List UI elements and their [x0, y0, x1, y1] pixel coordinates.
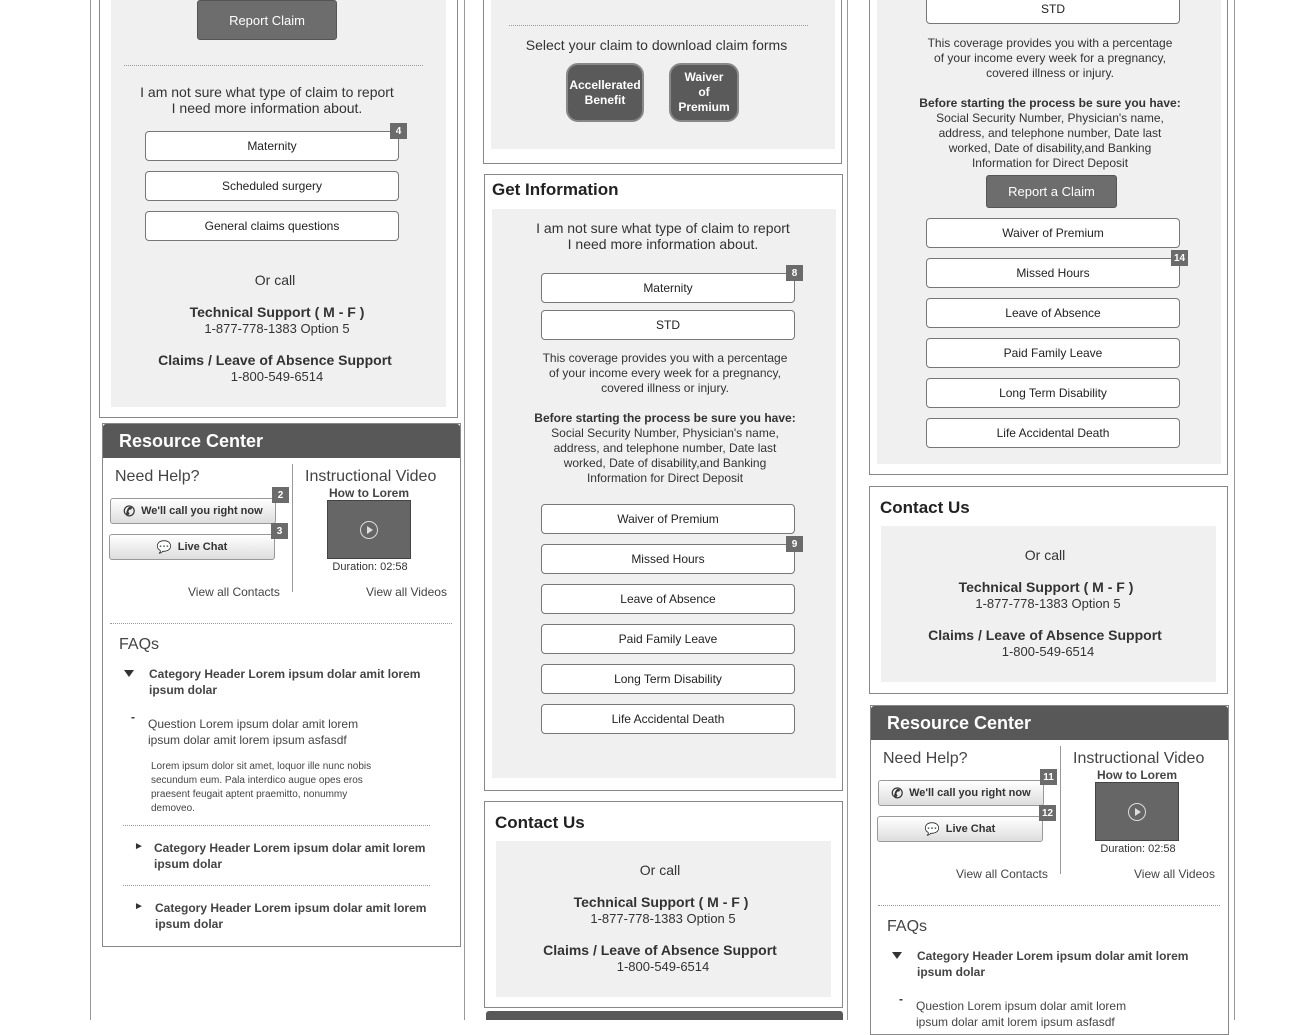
- phone-icon: ✆: [123, 502, 136, 519]
- divider: [1060, 746, 1061, 874]
- expand-icon[interactable]: ►: [134, 841, 144, 852]
- maternity-button[interactable]: Maternity: [541, 273, 795, 303]
- missed-hours-button[interactable]: Missed Hours: [541, 544, 795, 574]
- annotation-badge: 11: [1040, 769, 1057, 785]
- coverage-line: covered illness or injury.: [601, 381, 729, 395]
- call-me-label: We'll call you right now: [141, 505, 263, 517]
- collapse-icon[interactable]: [892, 952, 902, 959]
- faq-question-line: Question Lorem ipsum dolar amit lorem: [916, 999, 1127, 1013]
- leave-of-absence-button[interactable]: Leave of Absence: [541, 584, 795, 614]
- faq-question-line: Question Lorem ipsum dolar amit lorem: [148, 717, 359, 731]
- call-me-button[interactable]: [110, 498, 276, 524]
- coverage-line: This coverage provides you with a percentage: [542, 351, 788, 365]
- annotation-badge: 8: [786, 265, 803, 281]
- annotation-badge: 2: [272, 487, 289, 503]
- unsure-text: [110, 84, 424, 116]
- play-icon: [1128, 803, 1146, 821]
- long-term-disability-button[interactable]: Long Term Disability: [926, 378, 1180, 408]
- or-call-label: Or call: [639, 862, 681, 878]
- tech-support-phone: 1-877-778-1383 Option 5: [975, 596, 1121, 611]
- need-help-label: Need Help?: [883, 750, 968, 767]
- pill-line: Benefit: [584, 92, 626, 107]
- before-line: address, and telephone number, Date last: [938, 126, 1162, 140]
- before-heading: Before starting the process be sure you have:: [534, 411, 796, 425]
- unsure-line: I am not sure what type of claim to report: [140, 84, 394, 100]
- frame-line: [90, 0, 91, 1020]
- divider: [878, 905, 1220, 906]
- life-accidental-death-button[interactable]: Life Accidental Death: [541, 704, 795, 734]
- faq-answer-line: Lorem ipsum dolor sit amet, loquor ille nunc nobis: [151, 761, 372, 772]
- tech-support-label: Technical Support ( M - F ): [189, 304, 365, 320]
- faq-question-line: ipsum dolar amit lorem ipsum asfasdf: [916, 1015, 1115, 1029]
- report-claim-button[interactable]: Report Claim: [197, 0, 337, 40]
- tech-support-phone: 1-877-778-1383 Option 5: [204, 321, 350, 336]
- waiver-of-premium-button[interactable]: Waiver of Premium: [541, 504, 795, 534]
- video-duration: Duration: 02:58: [332, 561, 408, 573]
- faq-category[interactable]: [154, 840, 425, 872]
- faq-category-line: ipsum dolar: [149, 683, 218, 697]
- faqs-title: FAQs: [119, 636, 160, 653]
- claims-support-label: Claims / Leave of Absence Support: [158, 352, 392, 368]
- before-line: Information for Direct Deposit: [586, 471, 744, 485]
- accelerated-benefit-button[interactable]: [566, 63, 644, 122]
- unsure-line: I need more information about.: [171, 100, 363, 116]
- resource-center-header: [486, 1011, 843, 1020]
- resource-center-header: Resource Center: [103, 424, 460, 458]
- annotation-badge: 12: [1039, 805, 1056, 821]
- annotation-badge: 14: [1171, 250, 1188, 266]
- dash-icon: -: [899, 992, 903, 1006]
- coverage-text: [890, 36, 1210, 81]
- maternity-button[interactable]: Maternity: [145, 131, 399, 161]
- pill-line: of: [698, 85, 710, 99]
- contact-title: Contact Us: [495, 813, 585, 832]
- faq-answer: [151, 760, 371, 816]
- view-all-contacts-link[interactable]: View all Contacts: [188, 585, 280, 599]
- report-a-claim-button[interactable]: Report a Claim: [986, 175, 1117, 208]
- faq-category-line: Category Header Lorem ipsum dolar amit lorem: [917, 949, 1189, 963]
- claims-support-phone: 1-800-549-6514: [616, 959, 710, 974]
- faq-category-line: ipsum dolar: [155, 917, 224, 931]
- faq-answer-line: secundum eum. Pala interdico augue opes eros: [151, 775, 363, 786]
- frame-line: [847, 0, 848, 1020]
- video-subtitle: How to Lorem: [329, 486, 409, 500]
- unsure-text: [505, 220, 821, 252]
- faq-question[interactable]: [916, 998, 1126, 1030]
- phone-icon: ✆: [891, 784, 904, 801]
- live-chat-button[interactable]: [109, 534, 275, 560]
- missed-hours-button[interactable]: Missed Hours: [926, 258, 1180, 288]
- select-claim-text: Select your claim to download claim forms: [525, 37, 788, 53]
- annotation-badge: 4: [390, 123, 407, 139]
- resource-center-header: Resource Center: [871, 706, 1228, 740]
- play-icon: [360, 521, 378, 539]
- unsure-line: I need more information about.: [567, 236, 759, 252]
- faq-category-line: Category Header Lorem ipsum dolar amit lorem: [154, 841, 426, 855]
- frame-line: [464, 0, 465, 1020]
- before-line: address, and telephone number, Date last: [553, 441, 777, 455]
- divider: [123, 825, 430, 826]
- claims-support-label: Claims / Leave of Absence Support: [928, 627, 1162, 643]
- waiver-premium-download-button[interactable]: [669, 63, 739, 122]
- video-title: Instructional Video: [1073, 750, 1205, 767]
- coverage-line: of your income every week for a pregnancy,: [549, 366, 781, 380]
- divider: [292, 464, 293, 592]
- coverage-line: covered illness or injury.: [986, 66, 1114, 80]
- claim-panel-body: [111, 0, 446, 407]
- divider: [123, 885, 430, 886]
- general-claims-button[interactable]: General claims questions: [145, 211, 399, 241]
- coverage-line: of your income every week for a pregnancy,: [934, 51, 1166, 65]
- or-call-label: Or call: [254, 272, 296, 288]
- need-help-label: Need Help?: [115, 468, 200, 485]
- expand-icon[interactable]: ►: [134, 901, 144, 912]
- leave-of-absence-button[interactable]: Leave of Absence: [926, 298, 1180, 328]
- before-line: worked, Date of disability,and Banking: [948, 141, 1152, 155]
- faq-question-line: ipsum dolar amit lorem ipsum asfasdf: [148, 733, 347, 747]
- before-line: Social Security Number, Physician's name,: [551, 426, 779, 440]
- pill-line: Accellerated: [569, 77, 641, 92]
- dash-icon: -: [131, 710, 135, 724]
- tech-support-label: Technical Support ( M - F ): [958, 579, 1134, 595]
- call-me-label: We'll call you right now: [909, 787, 1031, 799]
- tech-support-label: Technical Support ( M - F ): [573, 894, 749, 910]
- view-all-videos-link[interactable]: View all Videos: [1134, 867, 1215, 881]
- claims-support-phone: 1-800-549-6514: [1001, 644, 1095, 659]
- before-text: [890, 96, 1210, 171]
- call-me-button[interactable]: [878, 780, 1044, 806]
- scheduled-surgery-button[interactable]: Scheduled surgery: [145, 171, 399, 201]
- video-subtitle: How to Lorem: [1097, 768, 1177, 782]
- tech-support-phone: 1-877-778-1383 Option 5: [590, 911, 736, 926]
- waiver-of-premium-button[interactable]: Waiver of Premium: [926, 218, 1180, 248]
- video-title: Instructional Video: [305, 468, 437, 485]
- view-all-contacts-link[interactable]: View all Contacts: [956, 867, 1048, 881]
- faq-answer-line: demoveo.: [151, 803, 195, 814]
- pill-line: Premium: [678, 100, 730, 114]
- faq-category-line: ipsum dolar: [154, 857, 223, 871]
- claims-support-phone: 1-800-549-6514: [230, 369, 324, 384]
- view-all-videos-link[interactable]: View all Videos: [366, 585, 447, 599]
- life-accidental-death-button[interactable]: Life Accidental Death: [926, 418, 1180, 448]
- std-button[interactable]: STD: [541, 310, 795, 340]
- faq-answer-line: praesent feugait aptent praemitto, nonummy: [151, 789, 348, 800]
- claims-support-label: Claims / Leave of Absence Support: [543, 942, 777, 958]
- get-info-title: Get Information: [492, 180, 619, 199]
- divider: [124, 65, 423, 66]
- pill-line: Waiver: [684, 70, 724, 84]
- frame-line: [1234, 0, 1235, 1020]
- divider: [110, 623, 452, 624]
- faq-category-line: ipsum dolar: [917, 965, 986, 979]
- before-text: [505, 411, 825, 486]
- or-call-label: Or call: [1024, 547, 1066, 563]
- coverage-text: [505, 351, 825, 396]
- chat-icon: 💬: [924, 822, 940, 836]
- faq-category[interactable]: [149, 666, 420, 698]
- long-term-disability-button[interactable]: Long Term Disability: [541, 664, 795, 694]
- annotation-badge: 3: [271, 523, 288, 539]
- faq-question[interactable]: [148, 716, 358, 748]
- faqs-title: FAQs: [887, 918, 928, 935]
- chat-icon: 💬: [156, 540, 172, 554]
- faq-category-line: Category Header Lorem ipsum dolar amit lorem: [155, 901, 427, 915]
- divider: [509, 25, 808, 26]
- paid-family-leave-button[interactable]: Paid Family Leave: [926, 338, 1180, 368]
- live-chat-button[interactable]: [877, 816, 1043, 842]
- before-heading: Before starting the process be sure you have:: [919, 96, 1181, 110]
- live-chat-label: Live Chat: [177, 541, 228, 553]
- faq-category[interactable]: [155, 900, 426, 932]
- video-duration: Duration: 02:58: [1100, 843, 1176, 855]
- before-line: Information for Direct Deposit: [971, 156, 1129, 170]
- std-button[interactable]: STD: [926, 0, 1180, 24]
- coverage-line: This coverage provides you with a percentage: [927, 36, 1173, 50]
- paid-family-leave-button[interactable]: Paid Family Leave: [541, 624, 795, 654]
- video-thumbnail[interactable]: [1095, 782, 1179, 841]
- annotation-badge: 9: [786, 536, 803, 552]
- download-panel-body: [491, 0, 835, 149]
- contact-title: Contact Us: [880, 498, 970, 517]
- faq-category-line: Category Header Lorem ipsum dolar amit lorem: [149, 667, 421, 681]
- before-line: worked, Date of disability,and Banking: [563, 456, 767, 470]
- video-thumbnail[interactable]: [327, 500, 411, 559]
- collapse-icon[interactable]: [124, 670, 134, 677]
- live-chat-label: Live Chat: [945, 823, 996, 835]
- faq-category[interactable]: [917, 948, 1188, 980]
- unsure-line: I am not sure what type of claim to report: [536, 220, 790, 236]
- before-line: Social Security Number, Physician's name,: [936, 111, 1164, 125]
